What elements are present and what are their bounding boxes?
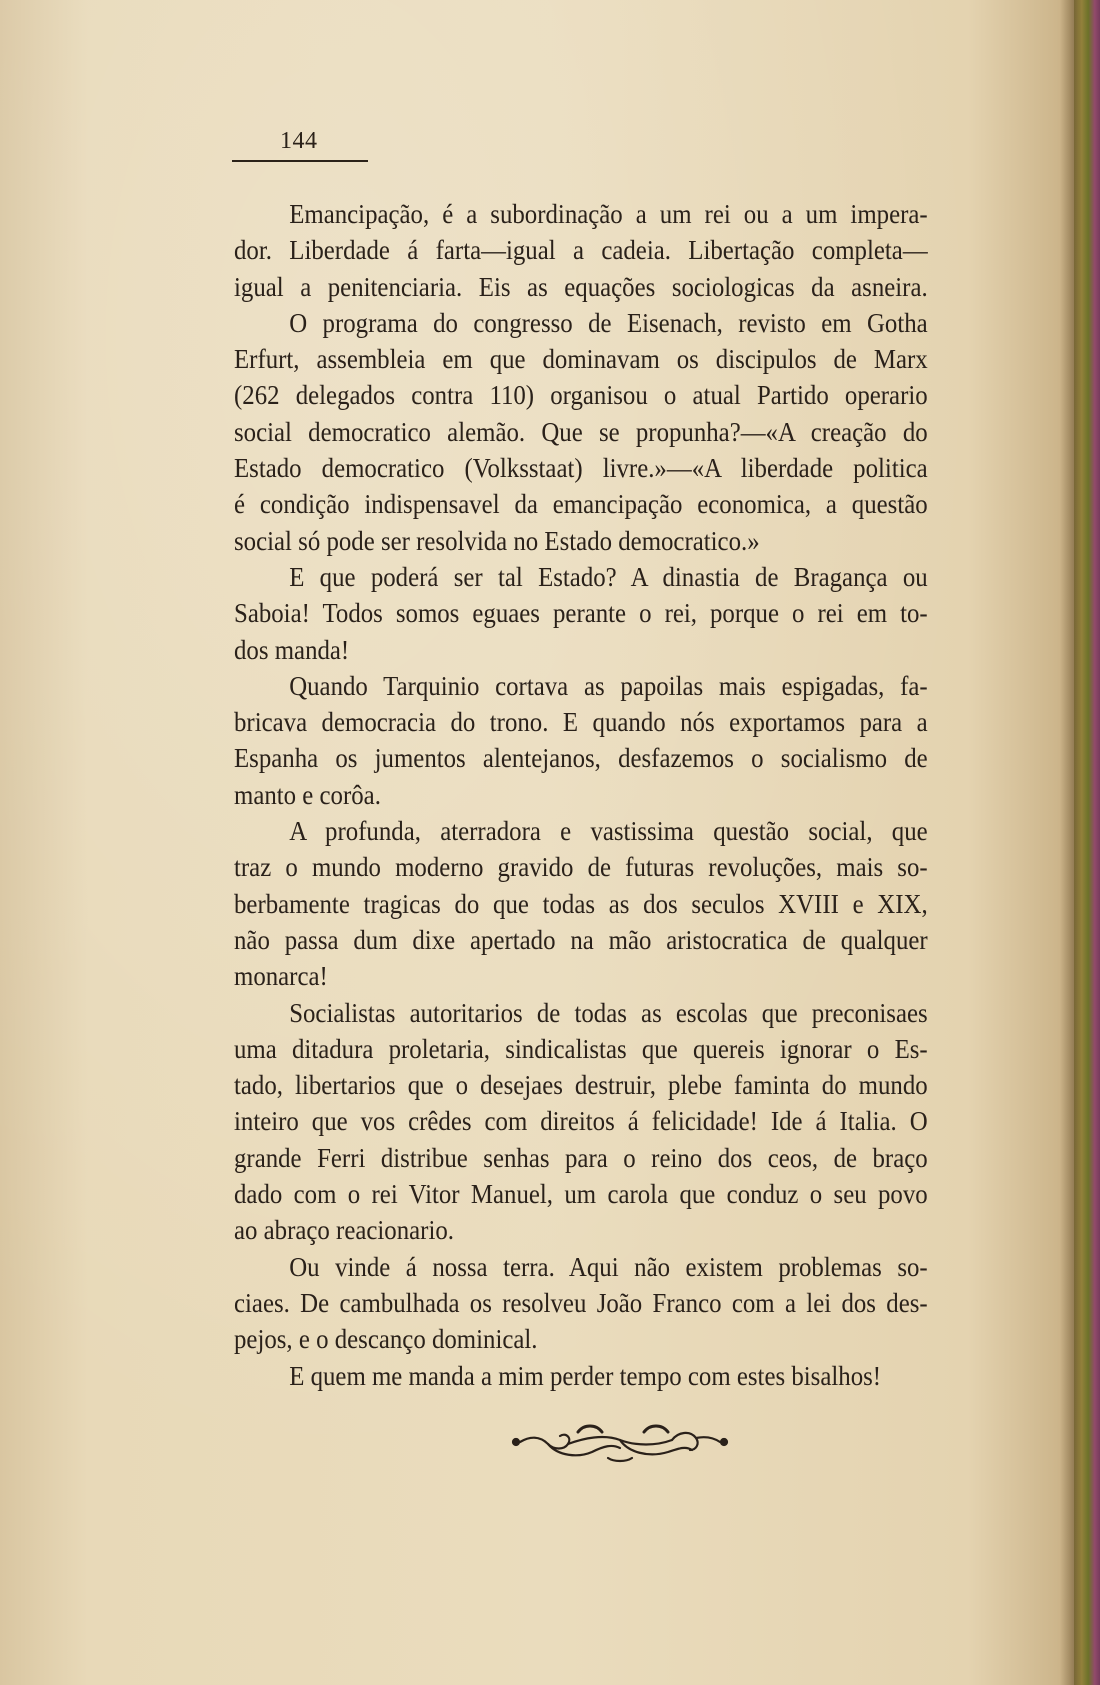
text-line: traz o mundo moderno gravido de futuras revoluções, mais so- [234,852,928,883]
text-line: igual a penitenciaria. Eis as equações sociologicas da asneira. [234,271,928,302]
text-line: monarca! [234,961,328,992]
text-line: manto e corôa. [234,779,381,810]
book-edge [1074,0,1100,1685]
text-line: uma ditadura proletaria, sindicalistas que quereis ignorar o Es- [234,1033,928,1064]
header-rule [232,160,368,162]
text-line: dor. Liberdade á farta—igual a cadeia. Libertação completa— [234,235,928,266]
text-line: Emancipação, é a subordinação a um rei ou a um impera- [289,199,928,229]
page-number: 144 [280,128,318,154]
text-line: Saboia! Todos somos eguaes perante o rei, porque o rei em to- [234,598,928,629]
text-line: grande Ferri distribue senhas para o reino dos ceos, de braço [234,1142,928,1173]
text-line: pejos, e o descanço dominical. [234,1324,538,1355]
text-line: Erfurt, assembleia em que dominavam os discipulos de Marx [234,344,928,375]
text-line: Ou vinde á nossa terra. Aqui não existem problemas so- [289,1251,928,1282]
text-line: E que poderá ser tal Estado? A dinastia de Bragança ou [289,561,928,592]
text-line: Espanha os jumentos alentejanos, desfazemos o socialismo de [234,743,928,774]
text-line: Quando Tarquinio cortava as papoilas mais espigadas, fa- [289,670,928,701]
text-line: E quem me manda a mim perder tempo com estes bisalhos! [289,1360,882,1391]
text-line: A profunda, aterradora e vastissima questão social, que [289,816,928,847]
text-line: tado, libertarios que o desejaes destruir, plebe faminta do mundo [234,1070,928,1101]
page-edge-shadow [1060,0,1074,1685]
text-line: inteiro que vos crêdes com direitos á felicidade! Ide á Italia. O [234,1106,928,1137]
text-line: (262 delegados contra 110) organisou o atual Partido operario [234,380,928,411]
text-line: dos manda! [234,634,350,665]
text-line: berbamente tragicas do que todas as dos seculos XVIII e XIX, [234,888,928,919]
text-line: é condição indispensavel da emancipação economica, a questão [234,489,928,520]
text-line: Socialistas autoritarios de todas as escolas que preconisaes [289,997,928,1028]
text-line: social só pode ser resolvida no Estado democratico.» [234,525,760,556]
text-line: não passa dum dixe apertado na mão aristocratica de qualquer [234,924,928,955]
text-line: O programa do congresso de Eisenach, revisto em Gotha [289,307,928,338]
text-line: Estado democratico (Volksstaat) livre.»—«A liberdade politica [234,453,928,484]
text-line: dado com o rei Vitor Manuel, um carola que conduz o seu povo [234,1179,928,1210]
text-line: ao abraço reacionario. [234,1215,454,1246]
tailpiece-ornament-icon [508,1418,732,1466]
text-line: ciaes. De cambulhada os resolveu João Franco com a lei dos des- [234,1287,928,1318]
body-text [234,196,928,1394]
text-line: bricava democracia do trono. E quando nós exportamos para a [234,707,928,738]
text-line: social democratico alemão. Que se propunha?—«A creação do [234,416,928,447]
